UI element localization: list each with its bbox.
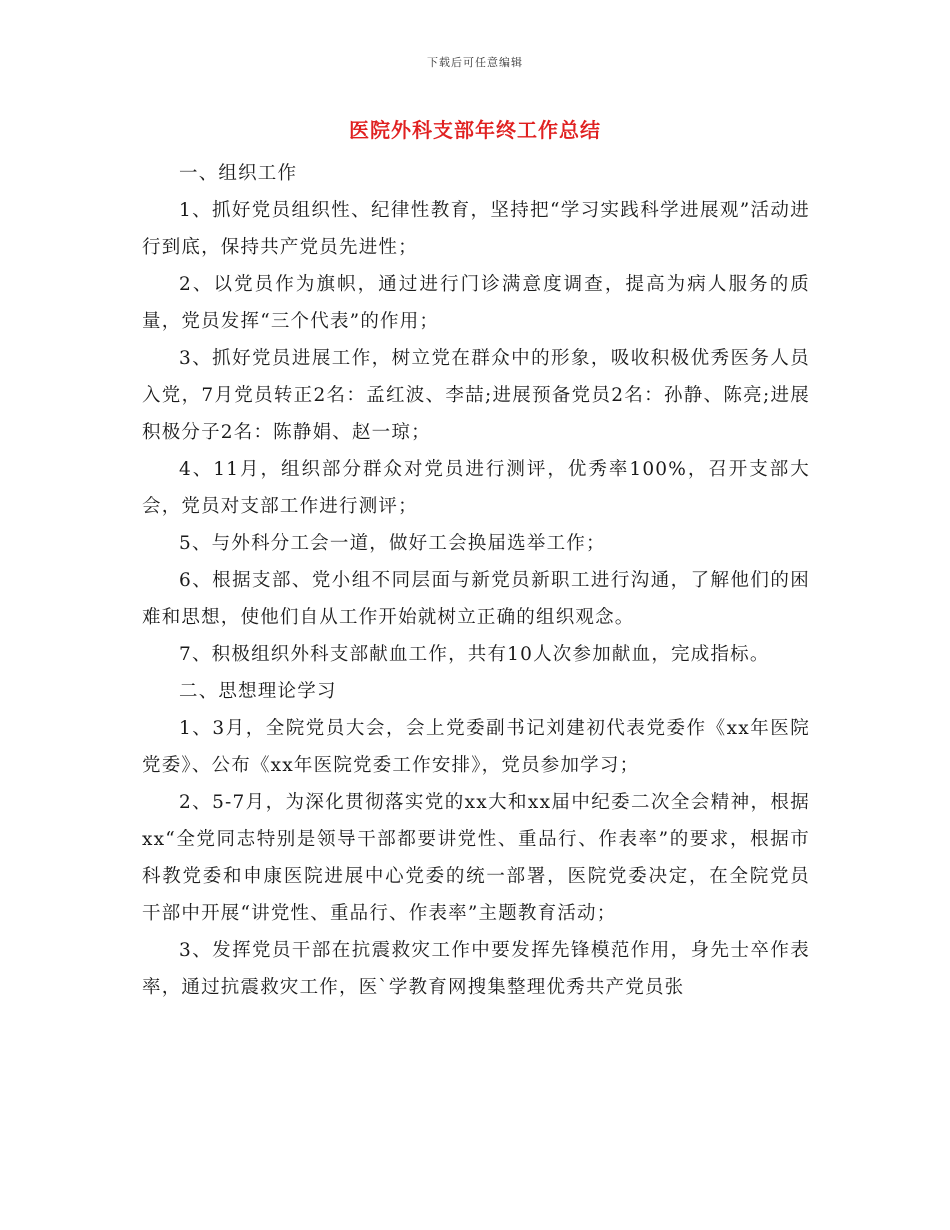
paragraph: 2、以党员作为旗帜，通过进行门诊满意度调查，提高为病人服务的质量，党员发挥“三个代表”的作用； [142,274,810,332]
paragraph: 5、与外科分工会一道，做好工会换届选举工作； [179,533,606,554]
section-heading-theory-study: 二、思想理论学习 [179,681,337,702]
header-note: 下载后可任意编辑 [427,56,523,69]
paragraph: 3、抓好党员进展工作，树立党在群众中的形象，吸收积极优秀医务人员入党，7月党员转正2名：孟红波、李喆;进展预备党员2名：孙静、陈亮;进展积极分子2名：陈静娟、赵一琼； [142,348,810,443]
document-body [142,155,810,1006]
paragraph: 4、11月，组织部分群众对党员进行测评，优秀率100%，召开支部大会，党员对支部工作进行测评； [142,459,810,517]
section-heading-organization: 一、组织工作 [179,163,298,184]
paragraph: 1、3月，全院党员大会，会上党委副书记刘建初代表党委作《xx年医院党委》、公布《xx年医院党委工作安排》，党员参加学习； [142,718,810,776]
paragraph: 2、5-7月，为深化贯彻落实党的xx大和xx届中纪委二次全会精神，根据xx“全党同志特别是领导干部都要讲党性、重品行、作表率”的要求，根据市科教党委和申康医院进展中心党委的统一部署，医院党委决定，在全院党员干部中开展“讲党性、重品行、作表率”主题教育活动； [142,792,810,924]
document-title: 医院外科支部年终工作总结 [349,118,601,142]
paragraph: 1、抓好党员组织性、纪律性教育，坚持把“学习实践科学进展观”活动进行到底，保持共产党员先进性； [142,200,810,258]
paragraph: 6、根据支部、党小组不同层面与新党员新职工进行沟通，了解他们的困难和思想，使他们自从工作开始就树立正确的组织观念。 [142,570,810,628]
paragraph: 3、发挥党员干部在抗震救灾工作中要发挥先锋模范作用，身先士卒作表率，通过抗震救灾工作，医`学教育网搜集整理优秀共产党员张 [142,940,810,998]
paragraph: 7、积极组织外科支部献血工作，共有10人次参加献血，完成指标。 [179,644,770,665]
